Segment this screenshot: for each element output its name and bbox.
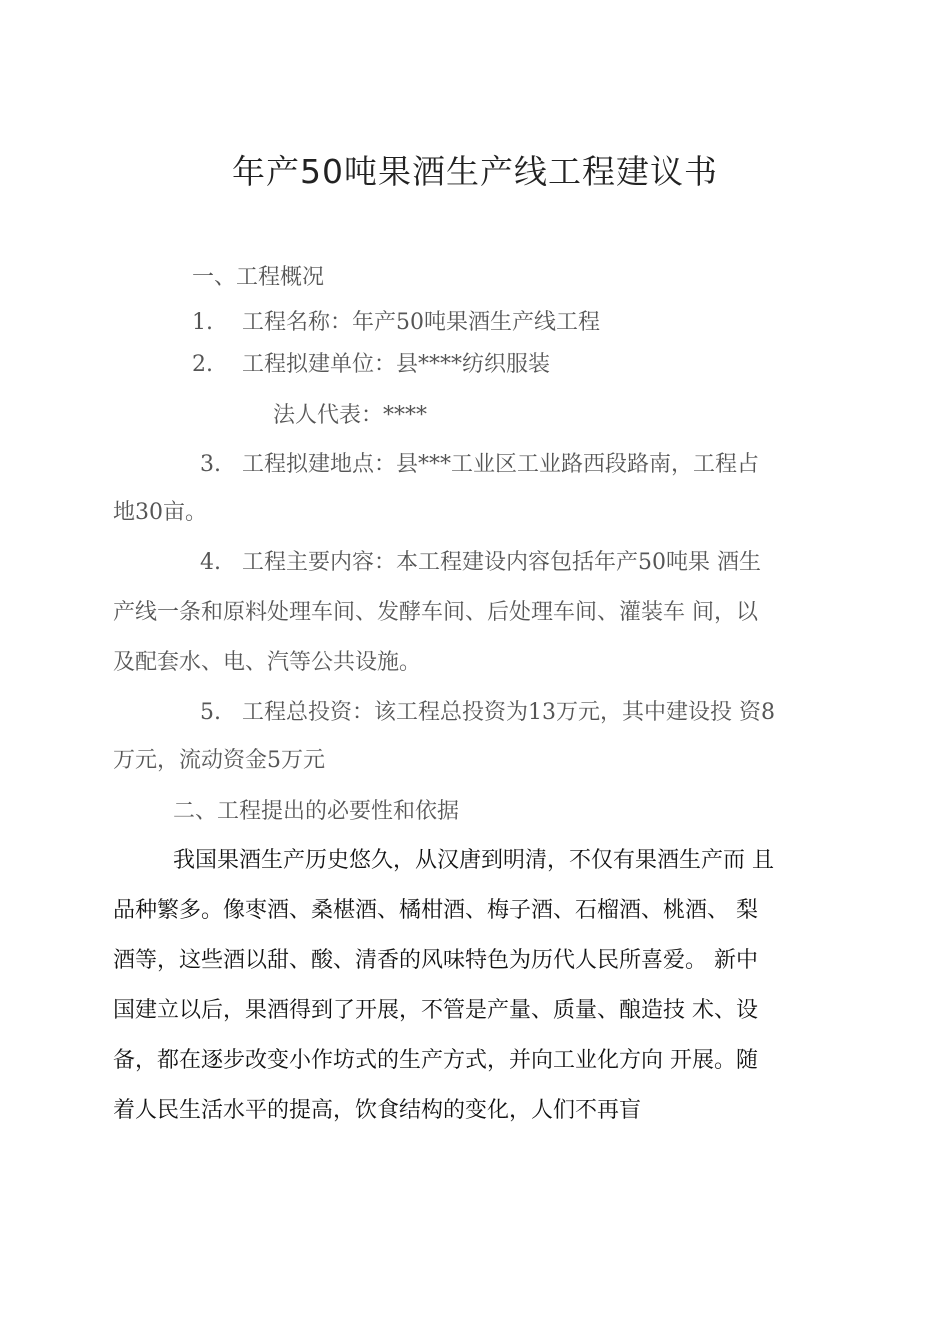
- item3-line2: 地30亩。: [113, 500, 207, 525]
- item4-line2: 产线一条和原料处理车间、发酵车间、后处理车间、灌装车 间，以: [113, 600, 758, 625]
- paragraph-line-1: 我国果酒生产历史悠久，从汉唐到明清，不仅有果酒生产而 且: [173, 848, 774, 873]
- item2-text: 工程拟建单位：县****纺织服装: [242, 352, 551, 377]
- item4-text: 工程主要内容：本工程建设内容包括年产50吨果 酒生: [242, 550, 761, 575]
- item4-line3: 及配套水、电、汽等公共设施。: [113, 650, 422, 675]
- paragraph-line-5: 备，都在逐步改变小作坊式的生产方式，并向工业化方向 开展。随: [113, 1048, 758, 1073]
- item3-line1: [200, 450, 759, 480]
- section2-heading: 二、工程提出的必要性和依据: [173, 799, 460, 824]
- paragraph-line-4: 国建立以后，果酒得到了开展，不管是产量、质量、酿造技 术、设: [113, 998, 758, 1023]
- item1: [192, 308, 600, 338]
- item4-line1: [200, 548, 761, 578]
- paragraph-line-2: 品种繁多。像枣酒、桑椹酒、橘柑酒、梅子酒、石榴酒、桃酒、 梨: [113, 898, 758, 923]
- section1-heading: 一、工程概况: [192, 265, 325, 290]
- item1-text: 工程名称：年产50吨果酒生产线工程: [242, 310, 600, 335]
- document-title: 年产50吨果酒生产线工程建议书: [232, 152, 718, 191]
- item2: [192, 350, 550, 380]
- item4-number: 4.: [200, 550, 221, 575]
- item5-text: 工程总投资：该工程总投资为13万元，其中建设投 资8: [242, 700, 775, 725]
- paragraph-line-3: 酒等，这些酒以甜、酸、清香的风味特色为历代人民所喜爱。 新中: [113, 948, 758, 973]
- item2-legal-rep: 法人代表：****: [273, 403, 428, 428]
- item5-line1: [200, 698, 775, 728]
- item1-number: 1.: [192, 310, 213, 335]
- item2-number: 2.: [192, 352, 213, 377]
- item3-number: 3.: [200, 452, 221, 477]
- item5-line2: 万元，流动资金5万元: [113, 748, 325, 773]
- item5-number: 5.: [200, 700, 221, 725]
- item3-text: 工程拟建地点：县***工业区工业路西段路南，工程占: [242, 452, 760, 477]
- paragraph-line-6: 着人民生活水平的提高，饮食结构的变化，人们不再盲: [113, 1098, 642, 1123]
